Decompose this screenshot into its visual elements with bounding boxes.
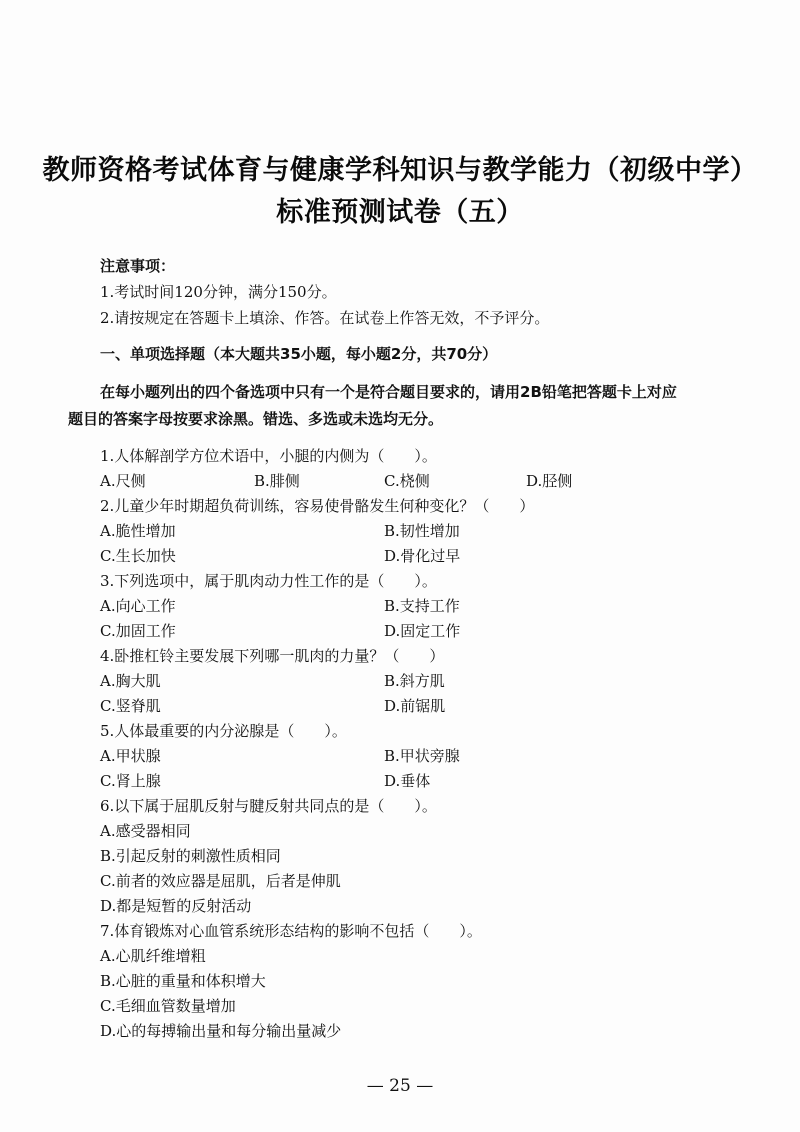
notice-heading: 注意事项： — [100, 257, 176, 275]
option: B.斜方肌 — [384, 672, 445, 690]
option: B.甲状旁腺 — [384, 747, 460, 765]
notice-item-2: 2.请按规定在答题卡上填涂、作答。在试卷上作答无效，不予评分。 — [100, 309, 550, 327]
option: A.甲状腺 — [100, 747, 161, 765]
option: A.尺侧 — [100, 472, 146, 490]
option: D.骨化过早 — [384, 547, 461, 565]
option: A.向心工作 — [100, 597, 176, 615]
option: B.支持工作 — [384, 597, 460, 615]
question-stem: 1.人体解剖学方位术语中，小腿的内侧为（ ）。 — [100, 447, 437, 465]
question-stem: 7.体育锻炼对心血管系统形态结构的影响不包括（ ）。 — [100, 922, 482, 940]
exam-title-line2: 标准预测试卷（五） — [276, 197, 524, 228]
question-stem: 3.下列选项中，属于肌肉动力性工作的是（ ）。 — [100, 572, 437, 590]
question-stem: 2.儿童少年时期超负荷训练，容易使骨骼发生何种变化？（ ） — [100, 497, 535, 515]
exam-title-line1: 教师资格考试体育与健康学科知识与教学能力（初级中学） — [42, 155, 758, 186]
option: B.韧性增加 — [384, 522, 460, 540]
question-stem: 4.卧推杠铃主要发展下列哪一肌肉的力量？（ ） — [100, 647, 445, 665]
option: D.前锯肌 — [384, 697, 446, 715]
option: D.固定工作 — [384, 622, 461, 640]
option: C.毛细血管数量增加 — [100, 997, 236, 1015]
option: A.脆性增加 — [100, 522, 176, 540]
option: A.感受器相同 — [100, 822, 191, 840]
option: C.肾上腺 — [100, 772, 161, 790]
option: C.桡侧 — [384, 472, 430, 490]
option: D.垂体 — [384, 772, 431, 790]
option: D.胫侧 — [526, 472, 573, 490]
option: B.引起反射的刺激性质相同 — [100, 847, 281, 865]
option: C.竖脊肌 — [100, 697, 161, 715]
option: C.加固工作 — [100, 622, 176, 640]
option: A.胸大肌 — [100, 672, 161, 690]
option: C.前者的效应器是屈肌，后者是伸肌 — [100, 872, 341, 890]
question-stem: 5.人体最重要的内分泌腺是（ ）。 — [100, 722, 347, 740]
question-stem: 6.以下属于屈肌反射与腱反射共同点的是（ ）。 — [100, 797, 437, 815]
option: A.心肌纤维增粗 — [100, 947, 206, 965]
section-instructions-line1: 在每小题列出的四个备选项中只有一个是符合题目要求的，请用2B铅笔把答题卡上对应 — [100, 383, 677, 401]
option: B.腓侧 — [254, 472, 300, 490]
option: D.心的每搏输出量和每分输出量减少 — [100, 1022, 342, 1040]
option: D.都是短暂的反射活动 — [100, 897, 252, 915]
notice-item-1: 1.考试时间120分钟，满分150分。 — [100, 283, 337, 301]
option: B.心脏的重量和体积增大 — [100, 972, 266, 990]
section-instructions-line2: 题目的答案字母按要求涂黑。错选、多选或未选均无分。 — [68, 410, 444, 428]
option: C.生长加快 — [100, 547, 176, 565]
page-number: — 25 — — [366, 1076, 434, 1096]
section-heading: 一、单项选择题（本大题共35小题，每小题2分，共70分） — [100, 345, 498, 363]
